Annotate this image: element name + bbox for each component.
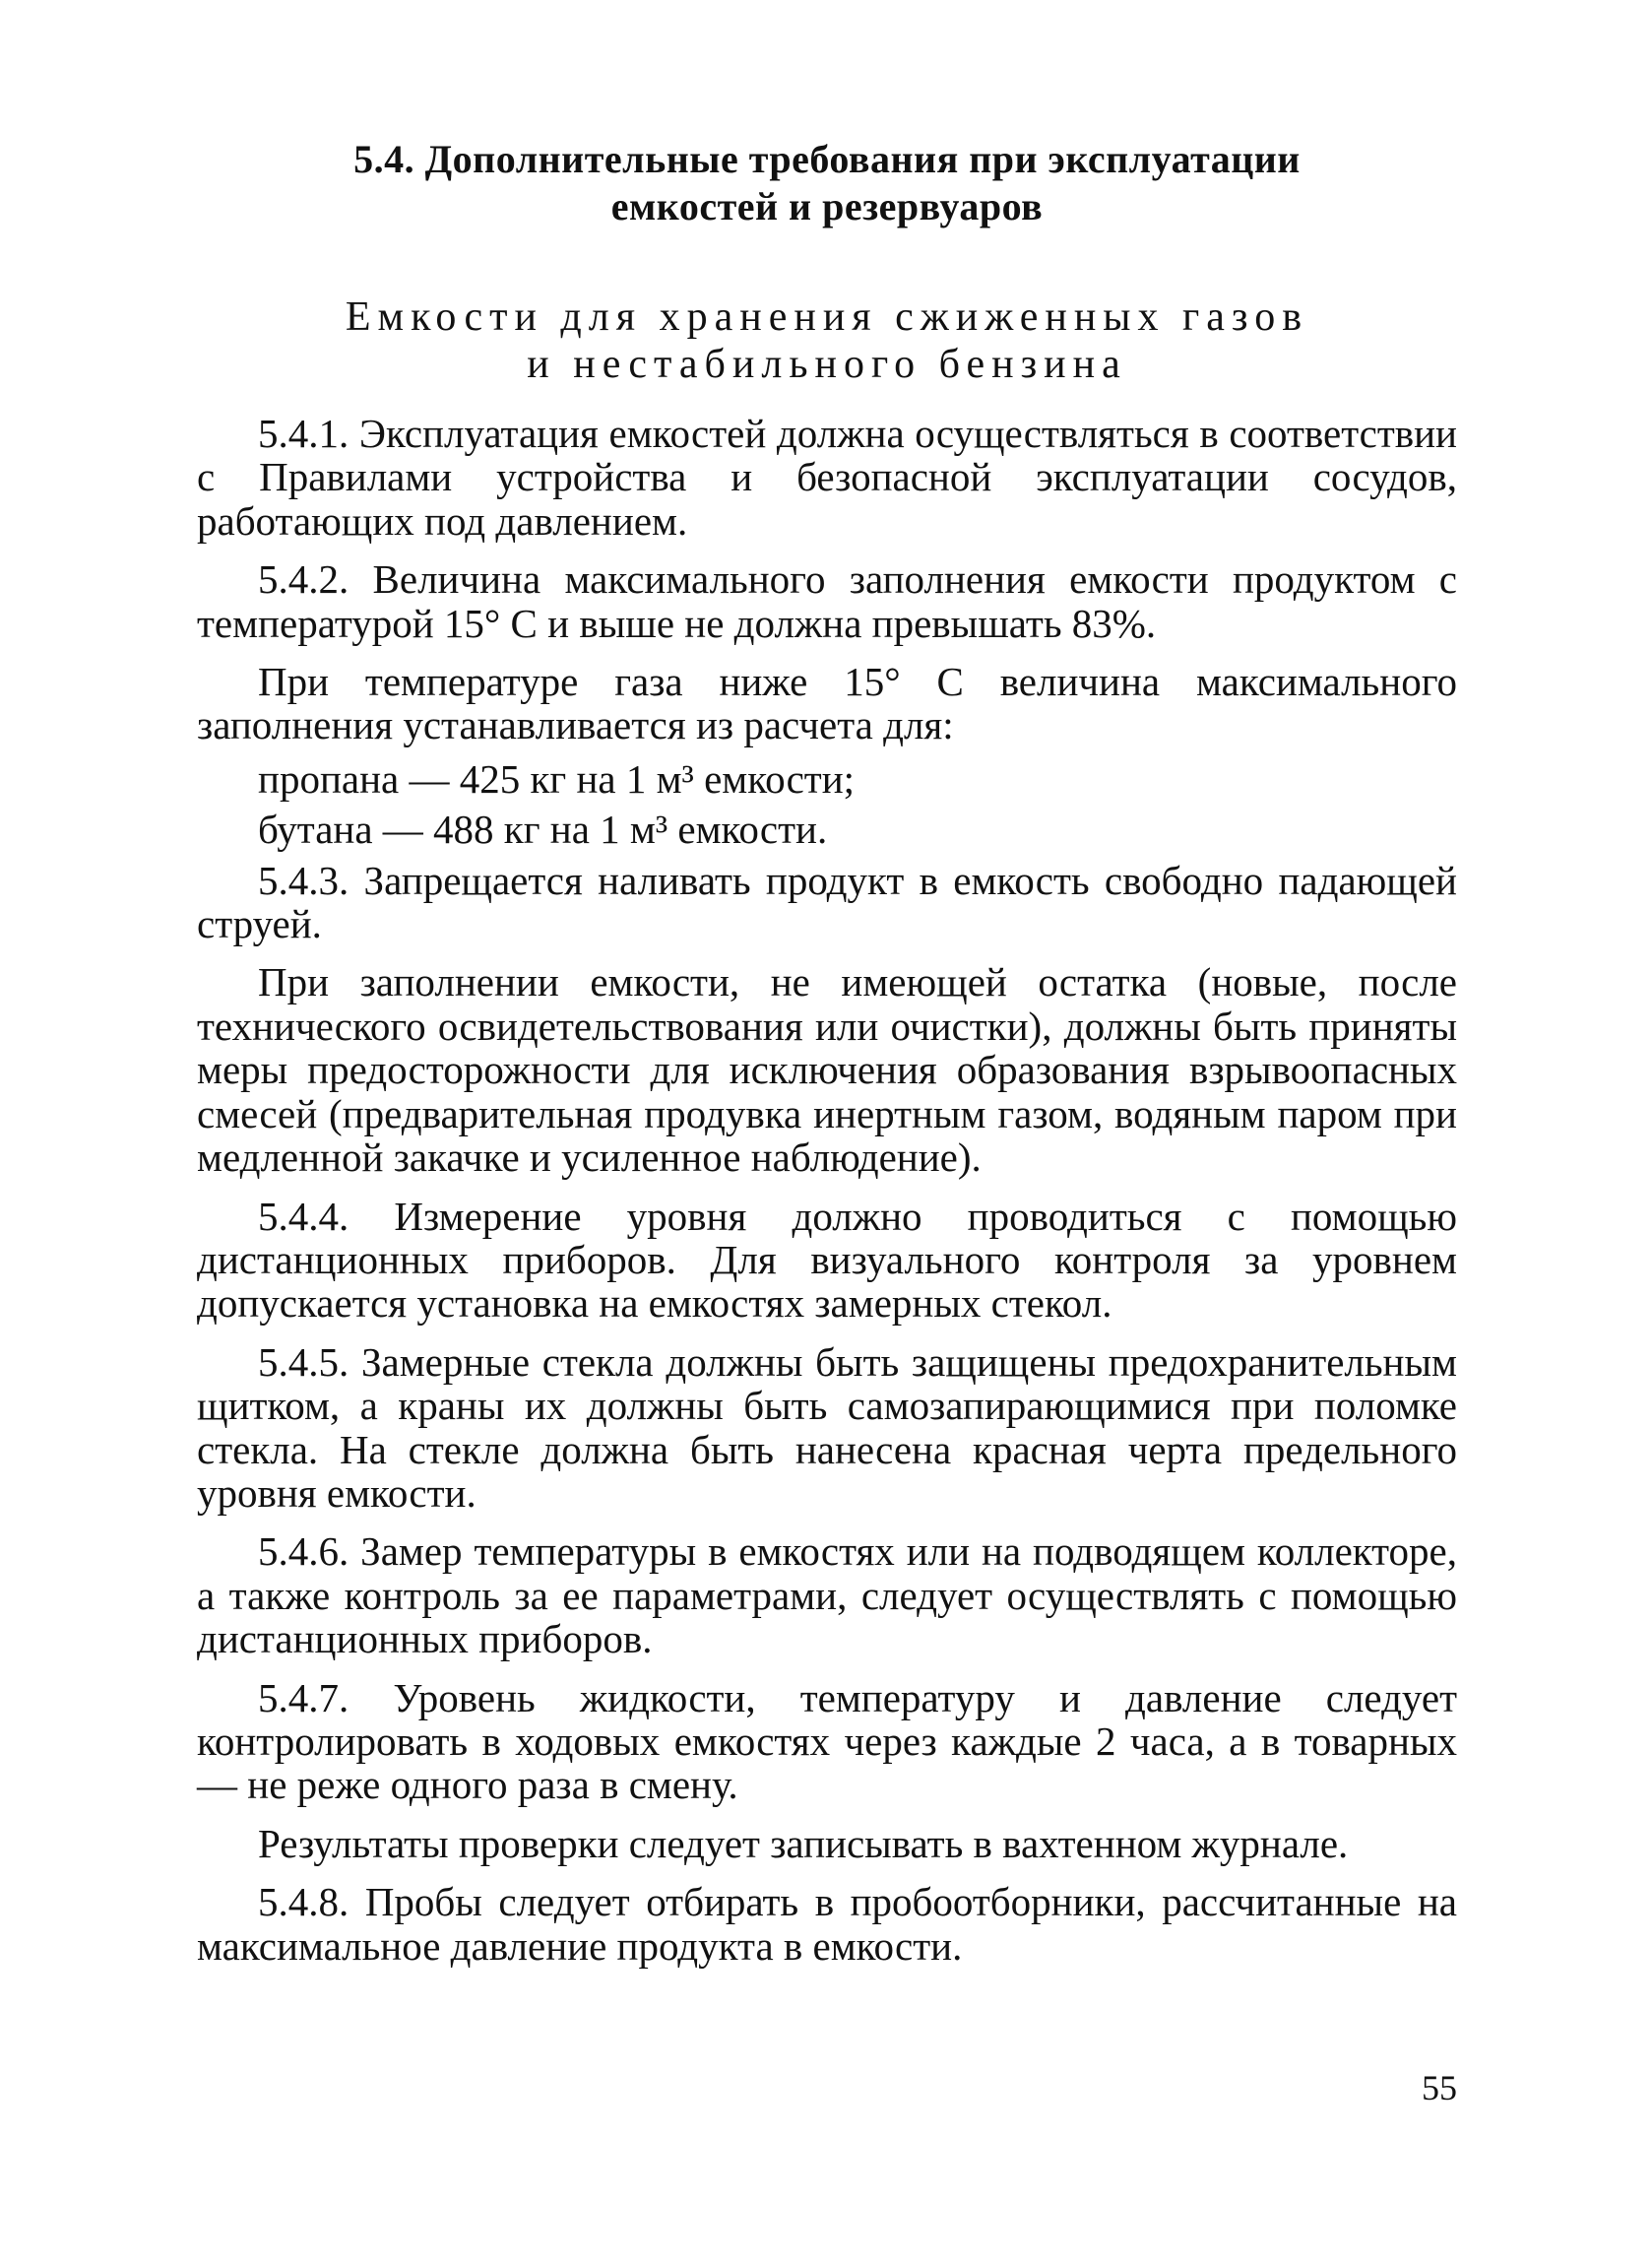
paragraph-5-4-5: 5.4.5. Замерные стекла должны быть защищены предохранительным щитком, а краны их должны быть самозапирающимися при поломке стекла. На стекле должна быть нанесена красная черта предельного уровня емкости. bbox=[197, 1338, 1457, 1516]
paragraph-5-4-6: 5.4.6. Замер температуры в емкостях или на подводящем коллекторе, а также контроль за ее параметрами, следует осуществлять с помощью дистанционных приборов. bbox=[197, 1528, 1457, 1662]
paragraph-empty-tank-filling: При заполнении емкости, не имеющей остатка (новые, после технического освидетельствования или очистки), должны быть приняты меры предосторожности для исключения образования взрывоопасных смесей (предварительная продувка инертным газом, водяным паром при медленной закачке и усиленное наблюдение). bbox=[197, 959, 1457, 1181]
subsection-heading-line-1: Емкости для хранения сжиженных газов bbox=[345, 294, 1309, 340]
section-heading-line-1: 5.4. Дополнительные требования при эксплуатации bbox=[353, 137, 1301, 181]
section-heading bbox=[197, 136, 1457, 230]
document-page bbox=[197, 0, 1457, 2268]
body-text bbox=[197, 412, 1457, 1982]
section-heading-line-2: емкостей и резервуаров bbox=[610, 184, 1044, 228]
paragraph-log-results: Результаты проверки следует записывать в вахтенном журнале. bbox=[258, 1820, 1349, 1866]
paragraph-fill-rate: При температуре газа ниже 15° С величина максимального заполнения устанавливается из расчета для: bbox=[197, 659, 1457, 748]
paragraph-5-4-3: 5.4.3. Запрещается наливать продукт в емкость свободно падающей струей. bbox=[197, 857, 1457, 947]
list-item-propane: пропана — 425 кг на 1 м³ емкости; bbox=[258, 755, 856, 802]
paragraph-5-4-7: 5.4.7. Уровень жидкости, температуру и давление следует контролировать в ходовых емкостях через каждые 2 часа, а в товарных — не реже одного раза в смену. bbox=[197, 1674, 1457, 1808]
paragraph-5-4-8: 5.4.8. Пробы следует отбирать в пробоотборники, рассчитанные на максимальное давление продукта в емкости. bbox=[197, 1879, 1457, 1969]
paragraph-5-4-2: 5.4.2. Величина максимального заполнения емкости продуктом с температурой 15° С и выше не должна превышать 83%. bbox=[197, 556, 1457, 646]
page-number: 55 bbox=[1422, 2068, 1457, 2107]
list-item-butane: бутана — 488 кг на 1 м³ емкости. bbox=[258, 807, 828, 853]
paragraph-5-4-4: 5.4.4. Измерение уровня должно проводиться с помощью дистанционных приборов. Для визуального контроля за уровнем допускается установка на емкостях замерных стекол. bbox=[197, 1193, 1457, 1327]
subsection-heading-line-2: и нестабильного бензина bbox=[527, 342, 1127, 387]
paragraph-5-4-1: 5.4.1. Эксплуатация емкостей должна осуществляться в соответствии с Правилами устройства и безопасной эксплуатации сосудов, работающих под давлением. bbox=[197, 411, 1457, 544]
subsection-heading bbox=[197, 293, 1457, 388]
